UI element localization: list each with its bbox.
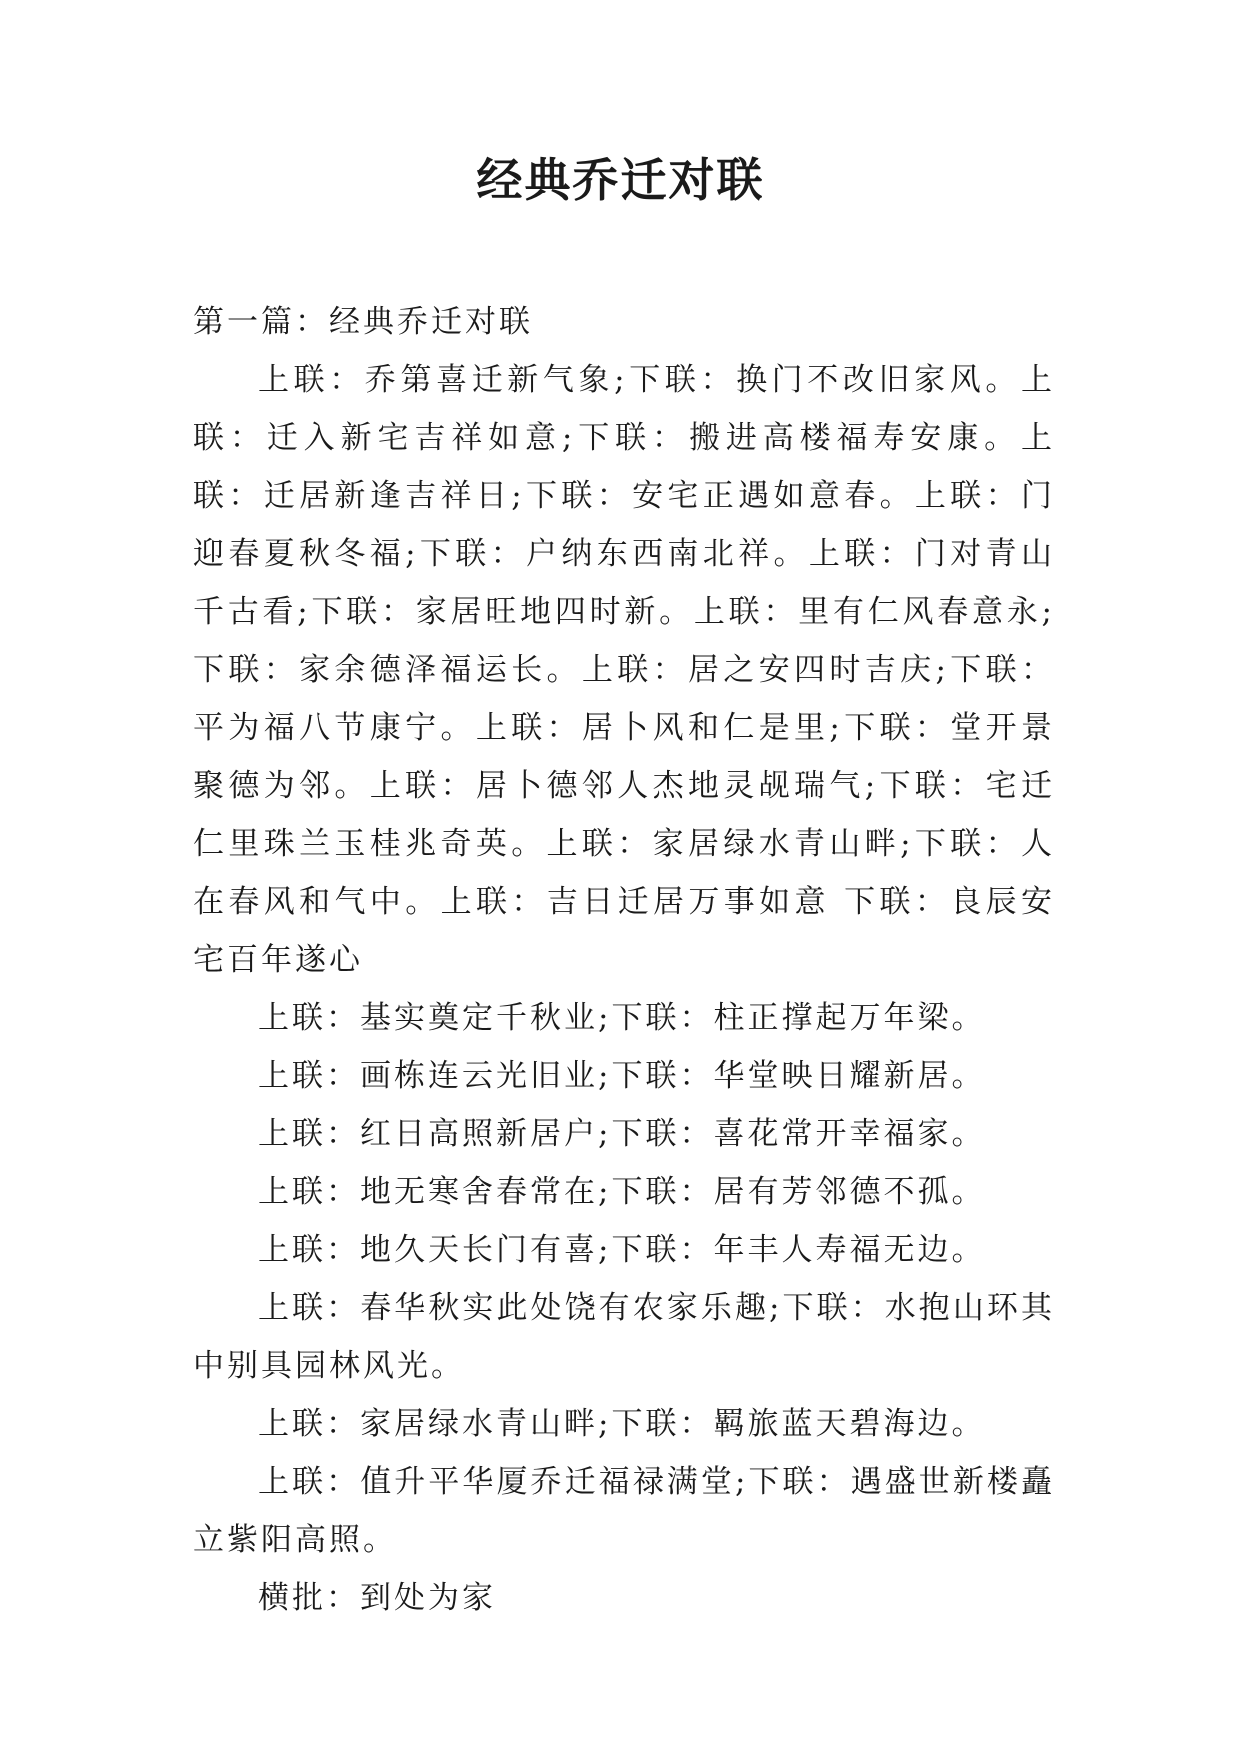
paragraph: 上联：春华秋实此处饶有农家乐趣;下联：水抱山环其中别具园林风光。	[193, 1290, 1055, 1384]
paragraph: 上联：地久天长门有喜;下联：年丰人寿福无边。	[258, 1232, 986, 1268]
section-heading: 第一篇：经典乔迁对联	[193, 304, 533, 340]
document-body	[193, 293, 1055, 1627]
paragraph: 上联：基实奠定千秋业;下联：柱正撑起万年梁。	[258, 1000, 986, 1036]
paragraph: 横批：到处为家	[258, 1580, 496, 1616]
paragraph: 上联：家居绿水青山畔;下联：羁旅蓝天碧海边。	[258, 1406, 986, 1442]
paragraph: 上联：地无寒舍春常在;下联：居有芳邻德不孤。	[258, 1174, 986, 1210]
page-title: 经典乔迁对联	[476, 153, 765, 207]
paragraph: 上联：红日高照新居户;下联：喜花常开幸福家。	[258, 1116, 986, 1152]
paragraph: 上联：值升平华厦乔迁福禄满堂;下联：遇盛世新楼矗立紫阳高照。	[193, 1464, 1055, 1558]
paragraph: 上联：画栋连云光旧业;下联：华堂映日耀新居。	[258, 1058, 986, 1094]
paragraph: 上联：乔第喜迁新气象;下联：换门不改旧家风。上联：迁入新宅吉祥如意;下联：搬进高楼福寿安康。上联：迁居新逢吉祥日;下联：安宅正遇如意春。上联：门迎春夏秋冬福;下联：户纳东西南北祥。上联：门对青山千古看;下联：家居旺地四时新。上联：里有仁风春意永;下联：家余德泽福运长。上联：居之安四时吉庆;下联：平为福八节康宁。上联：居卜风和仁是里;下联：堂开景聚德为邻。上联：居卜德邻人杰地灵觇瑞气;下联：宅迁仁里珠兰玉桂兆奇英。上联：家居绿水青山畔;下联：人在春风和气中。上联：吉日迁居万事如意 下联：良辰安宅百年遂心	[193, 362, 1055, 978]
